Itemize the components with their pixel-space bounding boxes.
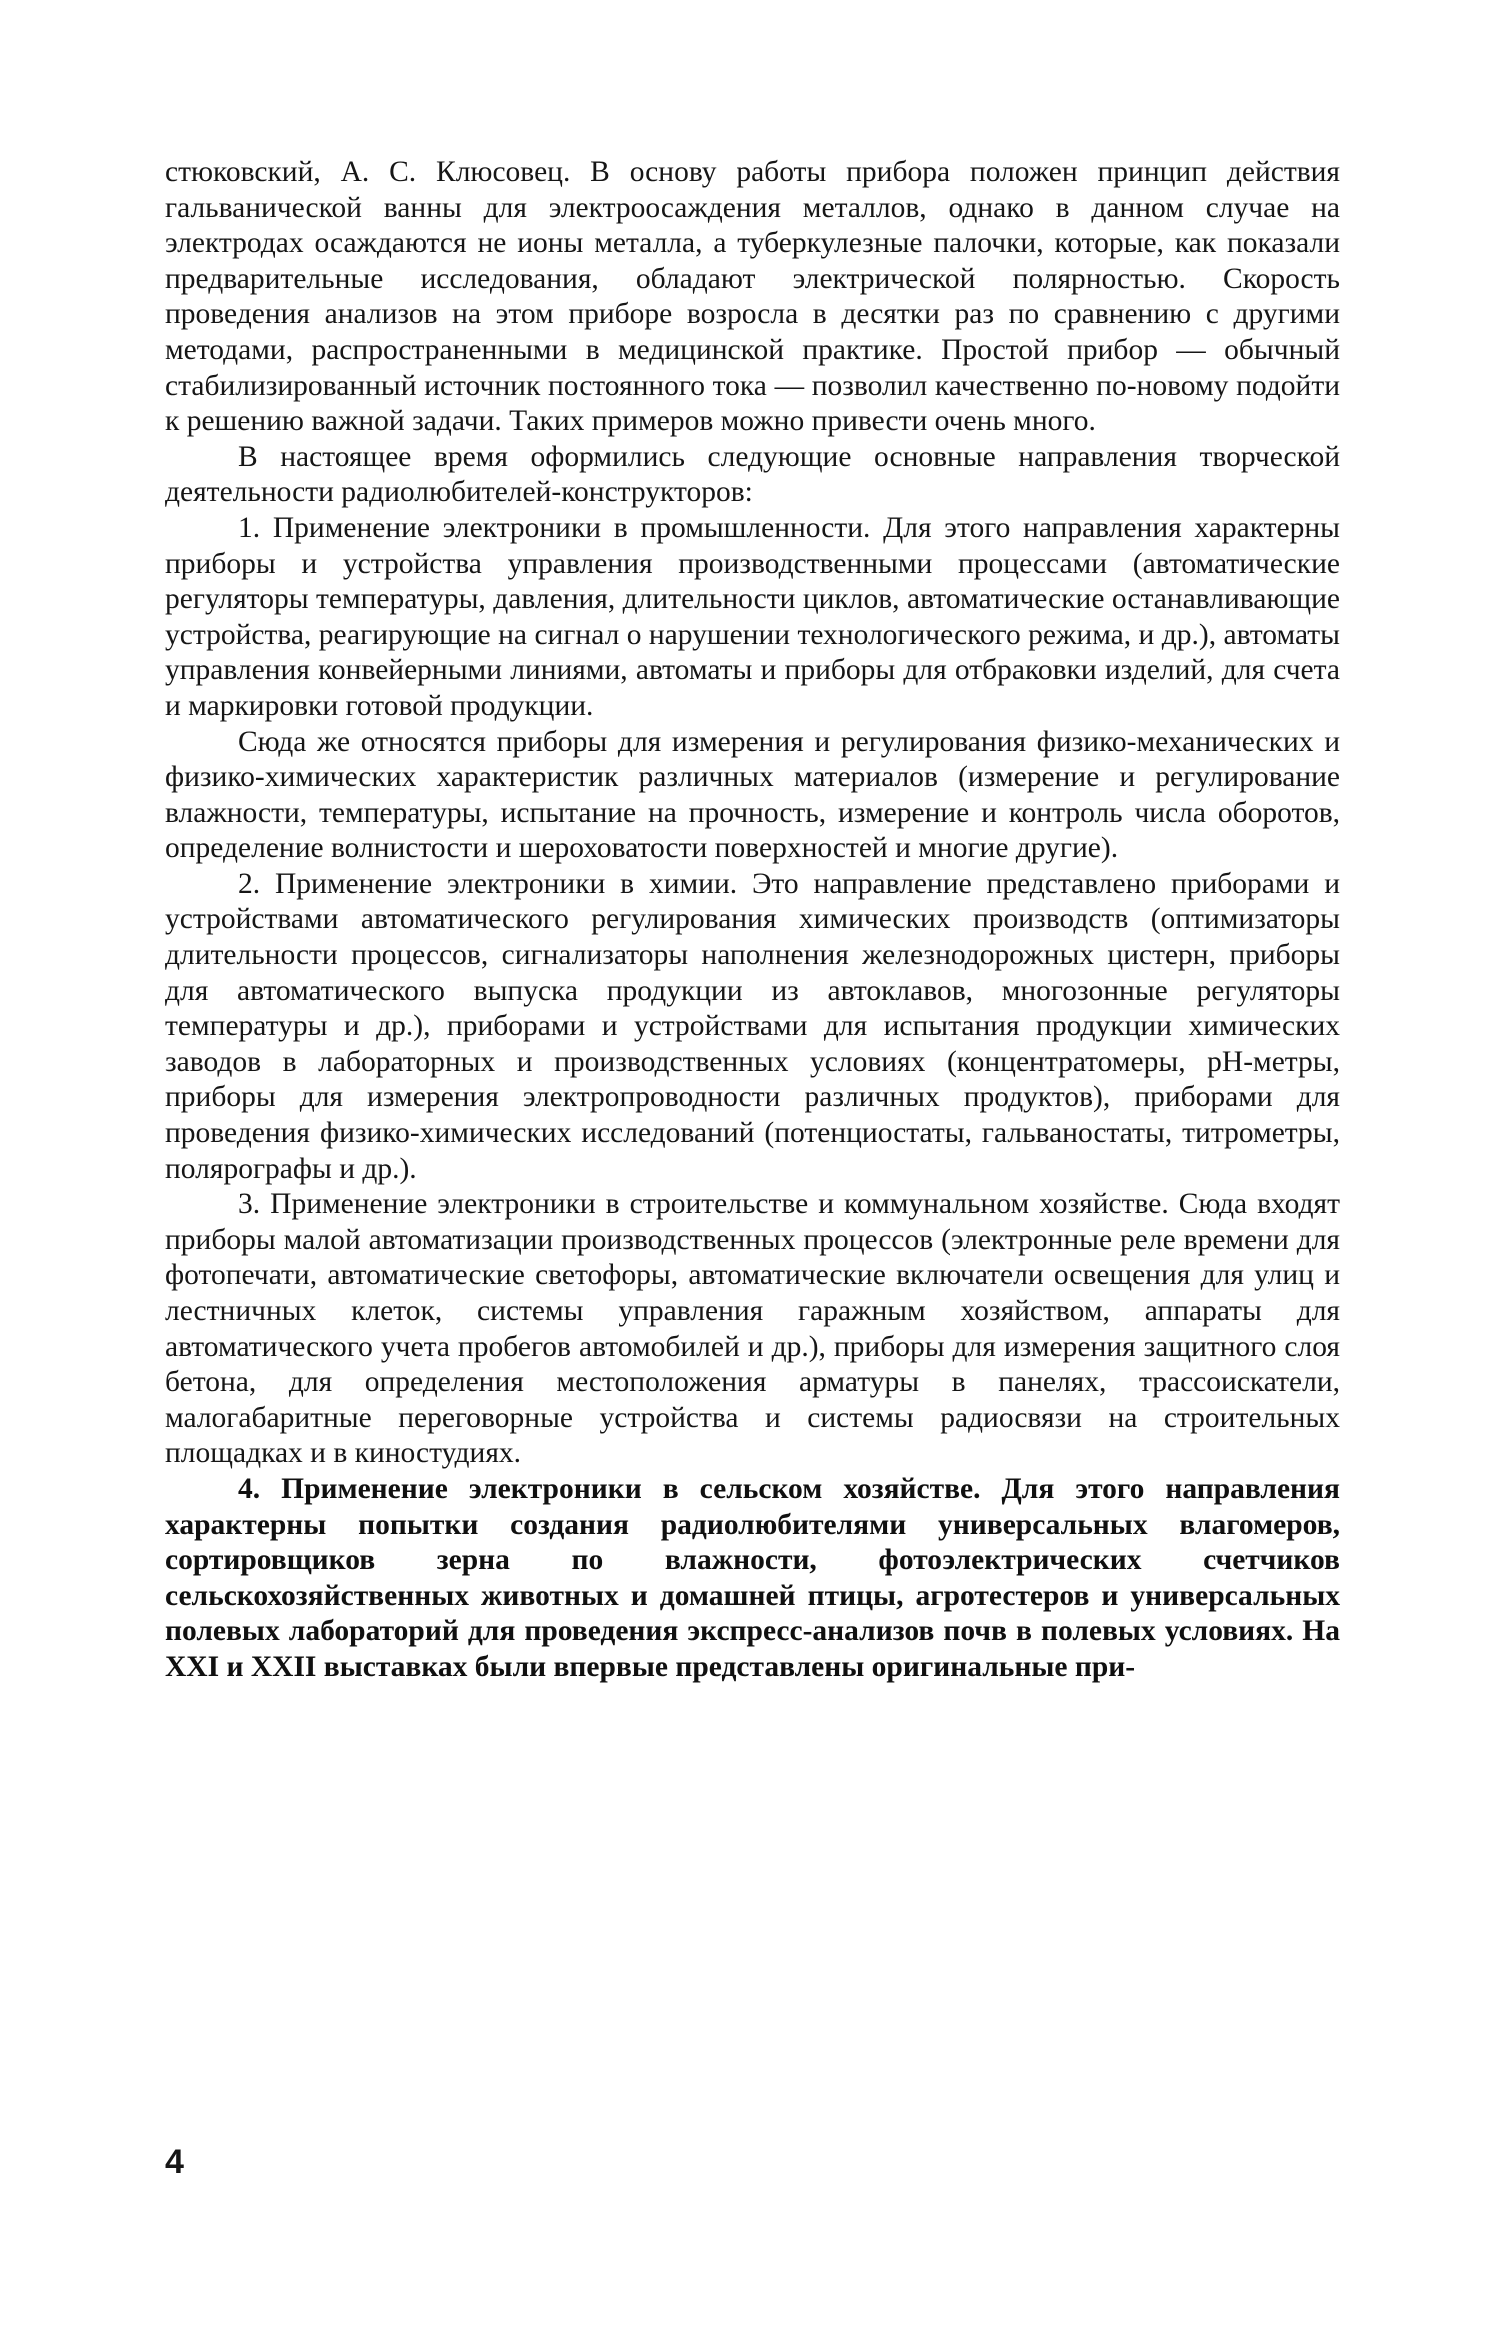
paragraph-chemistry: 2. Применение электроники в химии. Это направление представлено приборами и устройствами автоматического регулирования химических производств (оптимизаторы длительности процессов, сигнализаторы наполнения железнодорожных цистерн, приборы для автоматического выпуска продукции из автоклавов, многозонные регуляторы температуры и др.), приборами и устройствами для испытания продукции химических заводов в лабораторных и производственных условиях (концентратомеры, pH-метры, приборы для измерения электропроводности различных продуктов), приборами для проведения физико-химических исследований (потенциостаты, гальваностаты, титрометры, полярографы и др.). xyxy=(165,867,1340,1185)
paragraph-construction: 3. Применение электроники в строительстве и коммунальном хозяйстве. Сюда входят приборы малой автоматизации производственных процессов (электронные реле времени для фотопечати, автоматические светофоры, автоматические включатели освещения для улиц и лестничных клеток, системы управления гаражным хозяйством, аппараты для автоматического учета пробегов автомобилей и др.), приборы для измерения защитного слоя бетона, для определения местоположения арматуры в панелях, трассоискатели, малогабаритные переговорные устройства и системы радиосвязи на строительных площадках и в киностудиях. xyxy=(165,1188,1340,1470)
page-text-column xyxy=(165,155,1340,1686)
paragraph-measurement-devices: Сюда же относятся приборы для измерения и регулирования физико-механических и физико-химических характеристик различных материалов (измерение и регулирование влажности, температуры, испытание на прочность, измерение и контроль числа оборотов, определение волнистости и шероховатости поверхностей и многие другие). xyxy=(165,725,1340,865)
paragraph-intro-continuation: стюковский, А. С. Клюсовец. В основу работы прибора положен принцип действия гальванической ванны для электроосаждения металлов, однако в данном случае на электродах осаждаются не ионы металла, а туберкулезные палочки, которые, как показали предварительные исследования, обладают электрической полярностью. Скорость проведения анализов на этом приборе возросла в десятки раз по сравнению с другими методами, распространенными в медицинской практике. Простой прибор — обычный стабилизированный источник постоянного тока — позволил качественно по-новому подойти к решению важной задачи. Таких примеров можно привести очень много. xyxy=(165,156,1340,438)
paragraph-directions-intro: В настоящее время оформились следующие основные направления творческой деятельности радиолюбителей-конструкторов: xyxy=(165,440,1340,509)
page-number: 4 xyxy=(165,2143,184,2181)
paragraph-agriculture: 4. Применение электроники в сельском хозяйстве. Для этого направления характерны попытки создания радиолюбителями универсальных влагомеров, сортировщиков зерна по влажности, фотоэлектрических счетчиков сельскохозяйственных животных и домашней птицы, агротестеров и универсальных полевых лабораторий для проведения экспресс-анализов почв в полевых условиях. На XXI и XXII выставках были впервые представлены оригинальные при- xyxy=(165,1472,1340,1683)
paragraph-industry: 1. Применение электроники в промышленности. Для этого направления характерны приборы и устройства управления производственными процессами (автоматические регуляторы температуры, давления, длительности циклов, автоматические останавливающие устройства, реагирующие на сигнал о нарушении технологического режима, и др.), автоматы управления конвейерными линиями, автоматы и приборы для отбраковки изделий, для счета и маркировки готовой продукции. xyxy=(165,511,1340,722)
